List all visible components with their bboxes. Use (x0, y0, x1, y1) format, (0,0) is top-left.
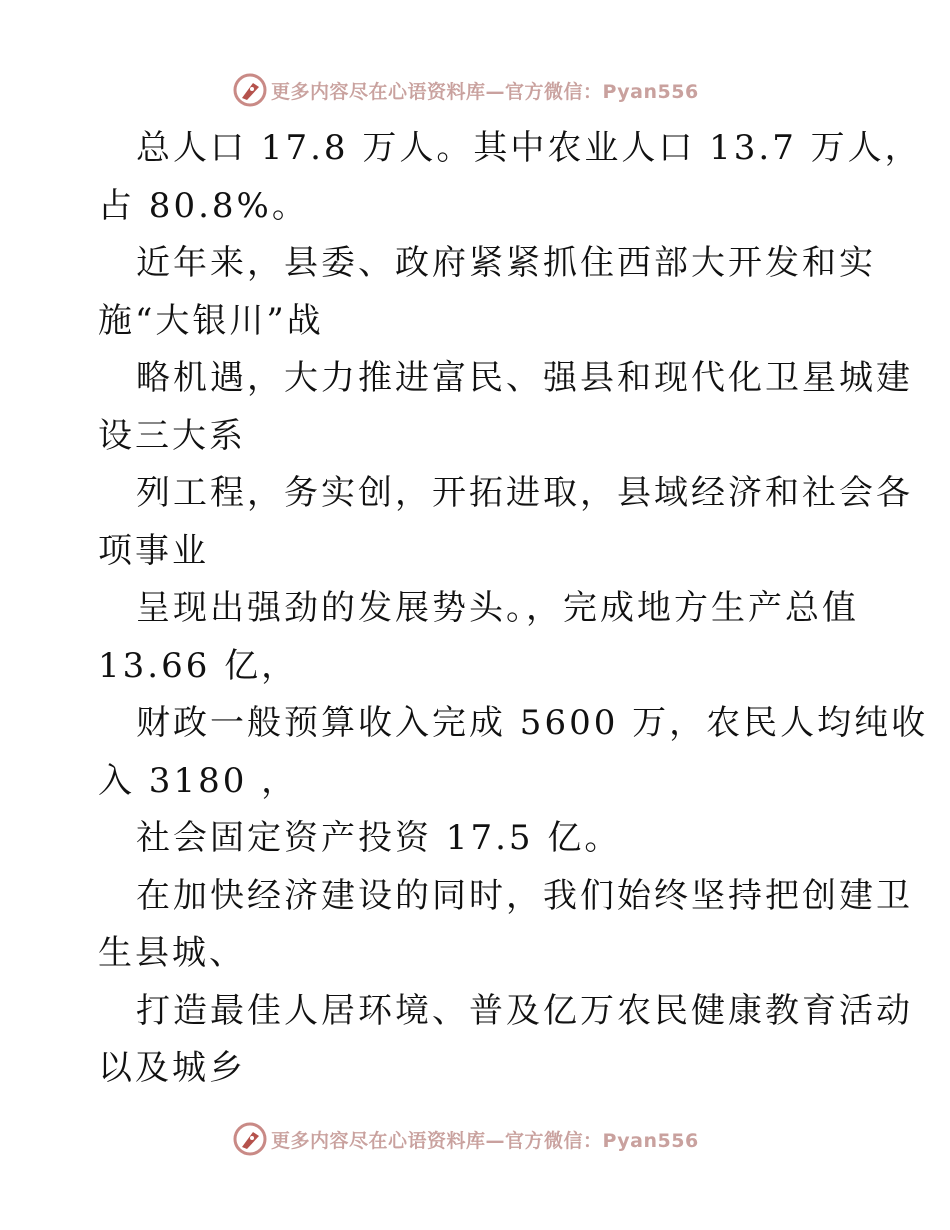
text-line: 施“大银川”战 (98, 300, 324, 341)
text-line: 以及城乡 (98, 1048, 246, 1088)
footer-watermark (233, 1121, 753, 1157)
text-line: 13.66 亿， (98, 645, 299, 686)
header-watermark (233, 72, 753, 108)
pen-nib-logo-icon (233, 1122, 267, 1156)
text-line: 入 3180 ， (98, 760, 299, 801)
watermark-text: 更多内容尽在心语资料库—官方微信：Pyan556 (271, 1129, 699, 1152)
text-line: 略机遇，大力推进富民、强县和现代化卫星城建 (136, 358, 913, 398)
text-line: 呈现出强劲的发展势头。，完成地方生产总值 (136, 588, 859, 628)
text-line: 财政一般预算收入完成 5600 万，农民人均纯收 (136, 703, 929, 743)
text-line: 总人口 17.8 万人。其中农业人口 13.7 万人， (136, 128, 922, 168)
text-line: 打造最佳人居环境、普及亿万农民健康教育活动 (136, 990, 913, 1031)
pen-nib-logo-icon (233, 73, 267, 107)
document-body (98, 120, 929, 1098)
text-line: 社会固定资产投资 17.5 亿。 (136, 818, 622, 858)
text-line: 在加快经济建设的同时，我们始终坚持把创建卫 (136, 875, 913, 916)
text-line: 列工程，务实创，开拓进取，县域经济和社会各 (136, 473, 913, 513)
text-line: 占 80.8%。 (98, 185, 309, 226)
text-line: 项事业 (98, 530, 209, 571)
text-line: 设三大系 (98, 415, 246, 456)
text-line: 近年来，县委、政府紧紧抓住西部大开发和实 (136, 243, 876, 283)
text-line: 生县城、 (98, 933, 246, 973)
watermark-text: 更多内容尽在心语资料库—官方微信：Pyan556 (271, 80, 699, 103)
